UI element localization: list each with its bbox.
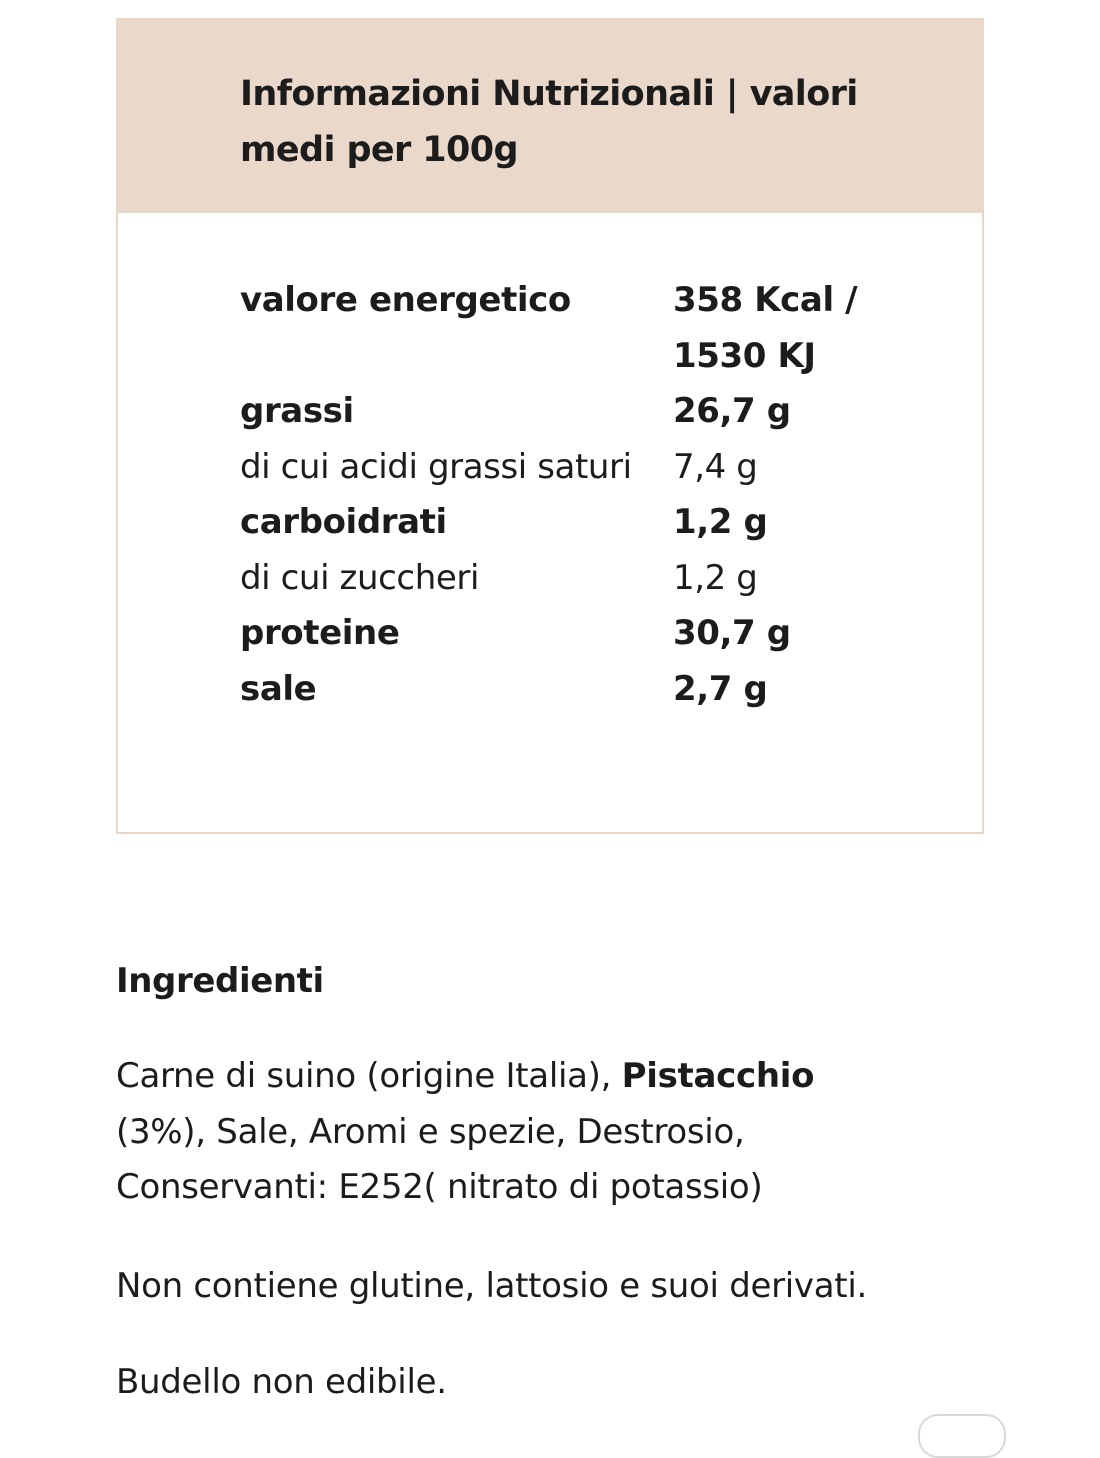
nutrition-header — [118, 20, 982, 213]
nutrient-value: 1,2 g — [673, 557, 758, 598]
nutrient-value: 30,7 g — [673, 613, 791, 653]
nutrient-value: 2,7 g — [673, 668, 768, 709]
nutrient-label: sale — [240, 668, 317, 709]
ingredients-highlight: Pistacchio — [621, 1056, 815, 1096]
nutrient-row-sugars — [240, 551, 982, 607]
nutrient-row-carbohydrates — [240, 495, 982, 551]
nutrition-table — [116, 18, 984, 834]
nutrient-row-salt — [240, 662, 982, 718]
nutrient-row-energy — [240, 273, 982, 384]
nutrient-row-protein — [240, 606, 982, 662]
nutrient-value: 1,2 g — [673, 502, 768, 542]
ingredients-text — [116, 1049, 906, 1216]
nutrient-row-saturated-fat — [240, 440, 982, 496]
nutrient-label: di cui zuccheri — [240, 557, 480, 598]
nutrient-label: di cui acidi grassi saturi — [240, 446, 632, 487]
nutrition-title: Informazioni Nutrizionali | valori medi per 100g — [240, 74, 858, 170]
ingredients-section — [116, 955, 996, 1408]
ingredients-heading: Ingredienti — [116, 961, 324, 1001]
nutrient-label: proteine — [240, 613, 400, 653]
ingredients-text-end: (3%), Sale, Aromi e spezie, Destrosio, Conservanti: E252( nitrato di potassio) — [116, 1111, 763, 1207]
nutrient-label: carboidrati — [240, 502, 447, 542]
nutrient-value: 358 Kcal / 1530 KJ — [673, 280, 858, 376]
nutrient-value: 7,4 g — [673, 446, 758, 487]
nutrient-value: 26,7 g — [673, 391, 791, 431]
allergen-note: Non contiene glutine, lattosio e suoi derivati. — [116, 1265, 867, 1306]
floating-button[interactable] — [918, 1414, 1006, 1458]
nutrient-row-fat — [240, 384, 982, 440]
nutrient-label: valore energetico — [240, 280, 571, 320]
ingredients-text-start: Carne di suino (origine Italia), — [116, 1056, 622, 1096]
casing-note: Budello non edibile. — [116, 1361, 447, 1402]
nutrient-label: grassi — [240, 391, 354, 431]
nutrition-body — [118, 213, 982, 717]
